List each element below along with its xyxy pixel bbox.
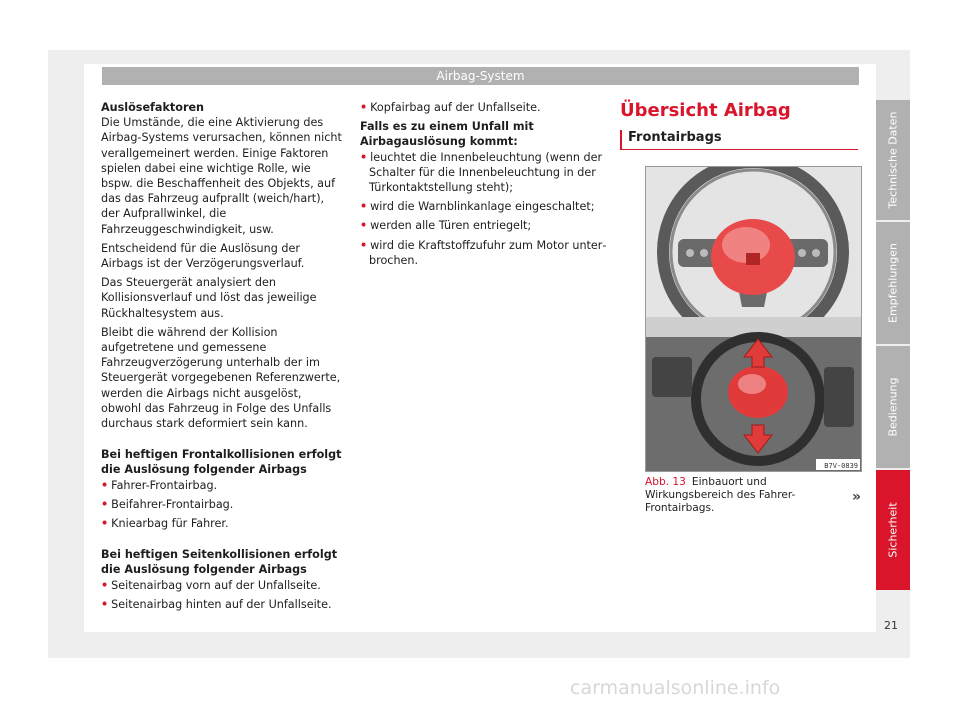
text-column-3: [620, 100, 864, 162]
list-item: • werden alle Türen entriegelt;: [360, 219, 532, 233]
figure-caption: [645, 476, 853, 515]
bullet-icon: •: [101, 497, 109, 511]
airbag-figure: [645, 166, 862, 472]
tab-sicherheit[interactable]: Sicherheit: [876, 470, 910, 590]
list-item: • Fahrer-Frontairbag.: [101, 478, 218, 492]
page-number: 21: [884, 619, 898, 632]
list-item: • leuchtet die Innenbeleuchtung (wenn der Schalter für die Innenbeleuchtung in der Türkontaktstellung steht);: [360, 150, 603, 195]
list-item: • wird die Warnblinkanlage eingeschaltet;: [360, 200, 595, 214]
bullet-icon: •: [101, 578, 109, 592]
text-column-1: [101, 100, 344, 616]
caption-label: Abb. 13: [645, 476, 686, 488]
bullet-icon: •: [101, 597, 109, 611]
paragraph: Das Steuergerät analysiert den Kollisionsverlauf und löst das jeweilige Rückhaltesystem aus.: [101, 276, 317, 320]
bullet-icon: •: [360, 238, 368, 252]
list-item: • Kopfairbag auf der Unfallseite.: [360, 101, 541, 114]
tab-technische-daten[interactable]: Technische Daten: [876, 100, 910, 220]
tab-empfehlungen[interactable]: Empfehlungen: [876, 222, 910, 344]
subheading: Frontairbags: [628, 130, 722, 145]
text-column-2: [360, 100, 608, 272]
list-item: • Seitenairbag vorn auf der Unfallseite.: [101, 578, 321, 592]
caption-text: Einbauort und Wirkungsbereich des Fahrer-Frontairbags.: [645, 476, 796, 514]
list-item: • Kniearbag für Fahrer.: [101, 517, 229, 531]
list-item: • Beifahrer-Frontairbag.: [101, 497, 234, 511]
accident-heading: Falls es zu einem Unfall mit Airbagauslösung kommt:: [360, 120, 534, 149]
watermark: carmanualsonline.info: [570, 677, 781, 699]
bullet-icon: •: [360, 101, 368, 114]
bullet-icon: •: [360, 219, 368, 233]
side-heading: Bei heftigen Seitenkollisionen erfolgt die Auslösung folgender Airbags: [101, 548, 338, 577]
paragraph: Entscheidend für die Auslösung der Airbags ist der Verzögerungsverlauf.: [101, 241, 305, 271]
paragraph: Die Umstände, die eine Aktivierung des Airbag-Systems verursachen, können nicht verallgemeinert werden. Einige Faktoren spielen dabei eine wichtige Rolle, wie bspw. die Beschaffenheit des Objekts, auf das das Fahrzeug aufprallt (weich/hart), der Aufprallwinkel, die Fahrzeuggeschwindigkeit, usw.: [101, 116, 342, 236]
bullet-icon: •: [360, 200, 368, 214]
list-item: • Seitenairbag hinten auf der Unfallseite.: [101, 597, 332, 611]
figure-code: B7V-0839: [824, 462, 858, 470]
page-header: Airbag-System: [102, 67, 859, 85]
bullet-icon: •: [360, 150, 368, 164]
paragraph: Bleibt die während der Kollision aufgetretene und gemessene Fahrzeugverzögerung unterhalb der im Steuergerät vorgegebenen Referenzwerte, werden die Airbags nicht ausgelöst, obwohl das Fahrzeug in Folge des Unfalls durchaus stark deformiert sein kann.: [101, 325, 341, 431]
bullet-icon: •: [101, 478, 109, 492]
steering-wheel-illustration: [646, 167, 861, 471]
subheading-box: [620, 130, 858, 150]
section-title: Übersicht Airbag: [620, 100, 791, 121]
bullet-icon: •: [101, 517, 109, 531]
section-heading: Auslösefaktoren: [101, 101, 205, 114]
continue-arrow-icon[interactable]: »: [852, 489, 862, 505]
tab-bedienung[interactable]: Bedienung: [876, 346, 910, 468]
list-item: • wird die Kraftstoffzufuhr zum Motor unterbrochen.: [360, 238, 607, 267]
frontal-heading: Bei heftigen Frontalkollisionen erfolgt die Auslösung folgender Airbags: [101, 448, 342, 477]
